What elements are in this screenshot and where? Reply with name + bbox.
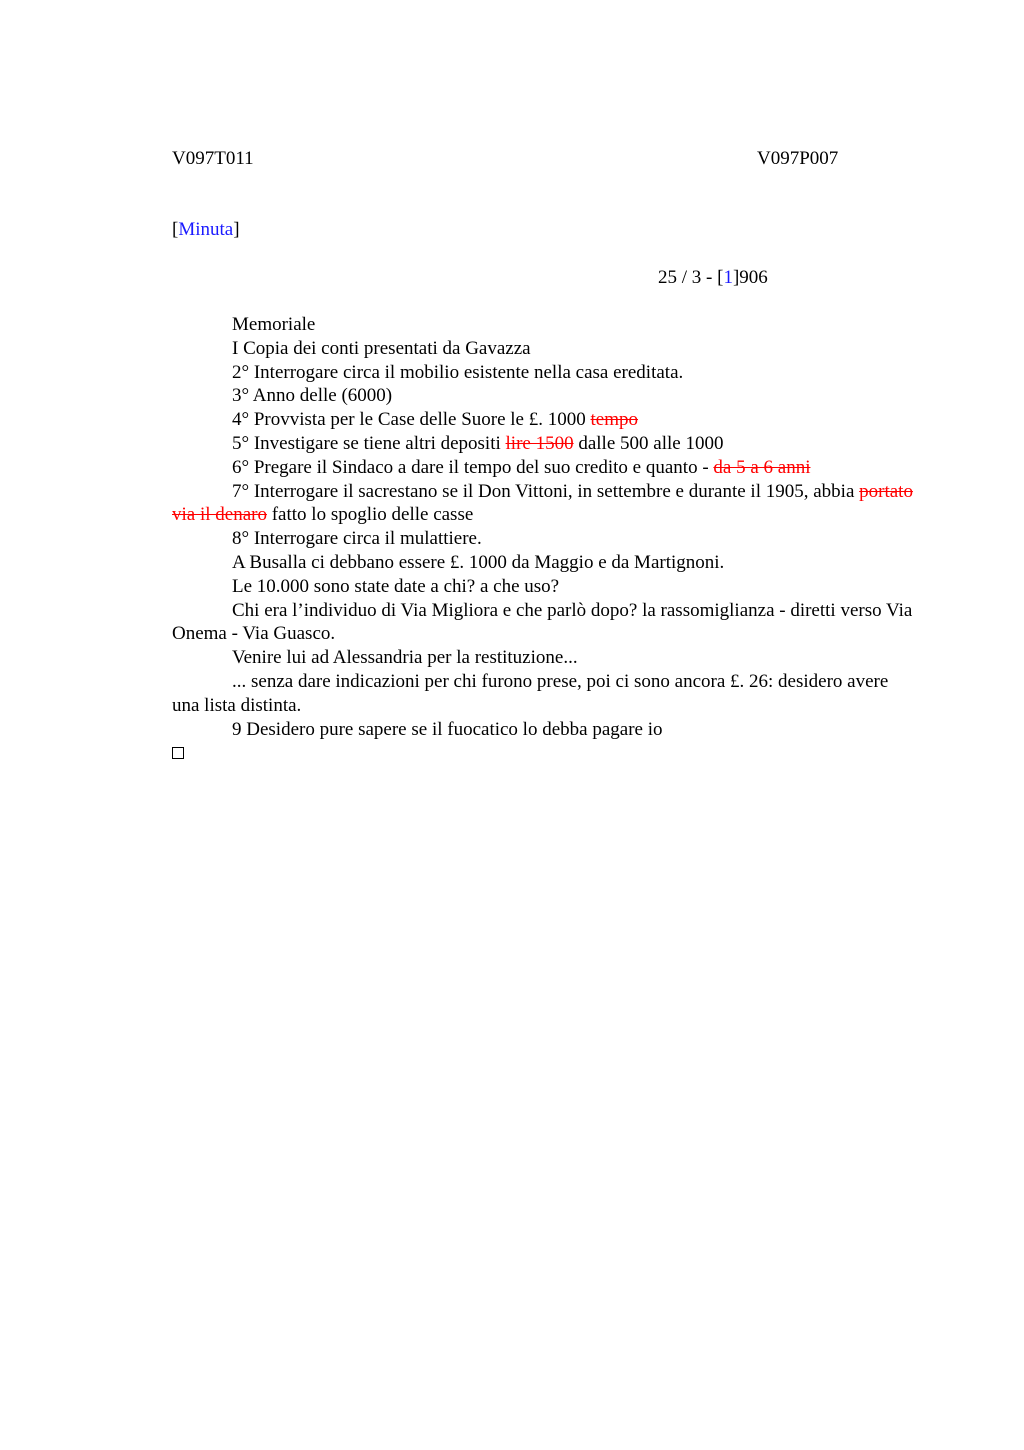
memorial-item-8: 8° Interrogare circa il mulattiere. <box>232 528 482 550</box>
document-date <box>658 266 768 290</box>
memorial-item-5 <box>172 432 917 456</box>
minuta-open-bracket: [ <box>172 219 179 240</box>
memorial-item-9: 9 Desidero pure sapere se il fuocatico lo debba pagare io <box>232 718 663 740</box>
end-of-document-box-icon <box>172 747 184 759</box>
item-6-deleted-text: da 5 a 6 anni <box>713 456 811 478</box>
document-code-left: V097T011 <box>172 148 254 169</box>
item-4-text: 4° Provvista per le Case delle Suore le £. 1000 <box>232 409 591 431</box>
memorial-title: Memoriale <box>232 314 316 335</box>
memorial-item-6 <box>172 456 917 480</box>
minuta-label <box>172 218 240 242</box>
item-5-after-text: dalle 500 alle 1000 <box>573 432 724 454</box>
memorial-item-4 <box>172 408 917 432</box>
minuta-text: Minuta <box>178 219 234 240</box>
memorial-item-7 <box>172 480 917 528</box>
memorial-venire: Venire lui ad Alessandria per la restituzione... <box>232 647 578 669</box>
minuta-close-bracket: ] <box>233 219 240 240</box>
document-code-right: V097P007 <box>757 148 839 169</box>
date-suffix: ]906 <box>732 267 768 288</box>
memorial-ten-thousand: Le 10.000 sono state date a chi? a che uso? <box>232 575 560 597</box>
memorial-item-3: 3° Anno delle (6000) <box>232 385 393 407</box>
item-7-text: 7° Interrogare il sacrestano se il Don Vittoni, in settembre e durante il 1905, abbia <box>232 480 860 502</box>
memorial-busalla: A Busalla ci debbano essere £. 1000 da Maggio e da Martignoni. <box>232 551 725 573</box>
memorial-individuo: Chi era l’individuo di Via Migliora e che parlò dopo? la rassomiglianza - diretti verso Via Onema - Via Guasco. <box>172 599 913 645</box>
item-5-deleted-text: lire 1500 <box>505 432 574 454</box>
memorial-item-2: 2° Interrogare circa il mobilio esistente nella casa ereditata. <box>232 361 684 383</box>
item-4-deleted-text: tempo <box>590 409 638 431</box>
date-editorial-digit: 1 <box>723 267 733 288</box>
memorial-senza: ... senza dare indicazioni per chi furono prese, poi ci sono ancora £. 26: desidero avere una lista distinta. <box>172 670 889 716</box>
date-prefix: 25 / 3 - [ <box>658 267 724 288</box>
item-7-after-text: fatto lo spoglio delle casse <box>266 504 474 526</box>
memorial-body <box>172 313 917 766</box>
item-7-deleted-text: portato via il denaro <box>172 480 913 526</box>
item-6-text: 6° Pregare il Sindaco a dare il tempo del suo credito e quanto - <box>232 456 714 478</box>
item-5-text: 5° Investigare se tiene altri depositi <box>232 432 506 454</box>
memorial-item-1: I Copia dei conti presentati da Gavazza <box>232 337 531 359</box>
